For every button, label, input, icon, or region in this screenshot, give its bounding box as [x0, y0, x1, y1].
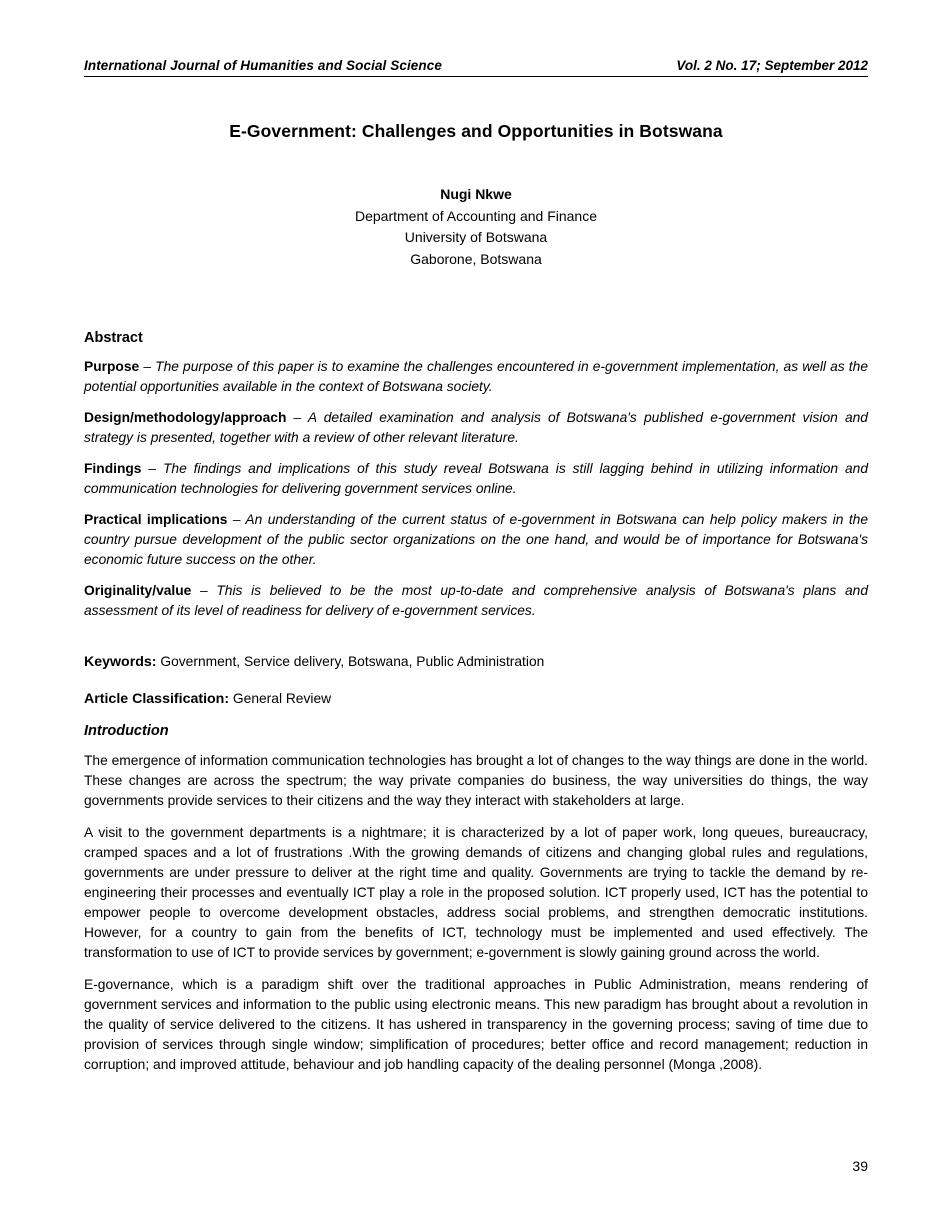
- introduction-paragraph-1: The emergence of information communication technologies has brought a lot of changes to the way things are done in the world. These changes are across the spectrum; the way private companies do business, the way universities do things, the way governments provide services to their citizens and the way they interact with stakeholders at large.: [84, 753, 868, 808]
- abstract-heading: Abstract: [84, 330, 143, 346]
- introduction-paragraph-2: A visit to the government departments is a nightmare; it is characterized by a lot of paper work, long queues, bureaucracy, cramped spaces and a lot of frustrations .With the growing demands of citizens and changing global rules and regulations, governments are under pressure to deliver at the right time and quality. Governments are trying to tackle the demand by re-engineering their processes and eventually ICT play a role in the proposed solution. ICT properly used, ICT has the potential to empower people to overcome development obstacles, address social problems, and strengthen democratic institutions. However, for a country to gain from the benefits of ICT, technology must be implemented and used effectively. The transformation to use of ICT to provide services by government; e-government is slowly gaining ground across the world.: [84, 825, 868, 960]
- classification-line: [84, 689, 868, 709]
- journal-name: International Journal of Humanities and Social Science: [84, 58, 442, 73]
- introduction-paragraph-3: E-governance, which is a paradigm shift over the traditional approaches in Public Administration, means rendering of government services and information to the public using electronic means. This new paradigm has brought about a revolution in the quality of service delivered to the citizens. It has ushered in transparency in the governing process; saving of time due to provision of services through single window; simplification of procedures; better office and record management; reduction in corruption; and improved attitude, behaviour and job handling capacity of the dealing personnel (Monga ,2008).: [84, 977, 868, 1072]
- page-number: 39: [852, 1158, 868, 1174]
- abstract-findings-label: Findings: [84, 461, 142, 476]
- author-affiliation-university: University of Botswana: [404, 229, 548, 245]
- introduction-heading: Introduction: [84, 723, 169, 739]
- page-header: [84, 58, 868, 77]
- abstract-findings-text: – The findings and implications of this study reveal Botswana is still lagging behind in utilizing information and communication technologies for delivering government services online.: [84, 461, 868, 496]
- abstract-purpose-text: – The purpose of this paper is to examine the challenges encountered in e-government implementation, as well as the potential opportunities available in the context of Botswana society.: [84, 359, 868, 394]
- abstract-findings-paragraph: [84, 459, 868, 499]
- classification-text: General Review: [232, 691, 332, 706]
- author-affiliation-department: Department of Accounting and Finance: [354, 207, 598, 224]
- abstract-implications-paragraph: [84, 510, 868, 570]
- abstract-implications-label: Practical implications: [84, 512, 228, 527]
- abstract-design-text: – A detailed examination and analysis of Botswana's published e-government vision and strategy is presented, together with a review of other relevant literature.: [84, 410, 868, 445]
- classification-label: Article Classification:: [84, 691, 230, 707]
- keywords-text: Government, Service delivery, Botswana, Public Administration: [160, 654, 545, 669]
- abstract-design-paragraph: [84, 408, 868, 448]
- author-affiliation-city: Gaborone, Botswana: [410, 250, 542, 267]
- keywords-line: [84, 652, 868, 672]
- abstract-design-label: Design/methodology/approach: [84, 410, 287, 425]
- abstract-originality-label: Originality/value: [84, 583, 192, 598]
- author-block: [84, 184, 868, 270]
- keywords-label: Keywords:: [84, 654, 157, 670]
- abstract-purpose-paragraph: [84, 357, 868, 397]
- abstract-purpose-label: Purpose: [84, 359, 140, 374]
- abstract-originality-paragraph: [84, 581, 868, 621]
- abstract-originality-text: – This is believed to be the most up-to-date and comprehensive analysis of Botswana's plans and assessment of its level of readiness for delivery of e-government services.: [84, 583, 868, 618]
- issue-info: Vol. 2 No. 17; September 2012: [676, 58, 868, 73]
- author-name: Nugi Nkwe: [440, 186, 512, 202]
- abstract-implications-text: – An understanding of the current status of e-government in Botswana can help policy makers in the country pursue development of the public sector organizations on the one hand, and would be of importance for Botswana's economic future success on the other.: [84, 512, 869, 567]
- paper-title: E-Government: Challenges and Opportunities in Botswana: [229, 121, 723, 141]
